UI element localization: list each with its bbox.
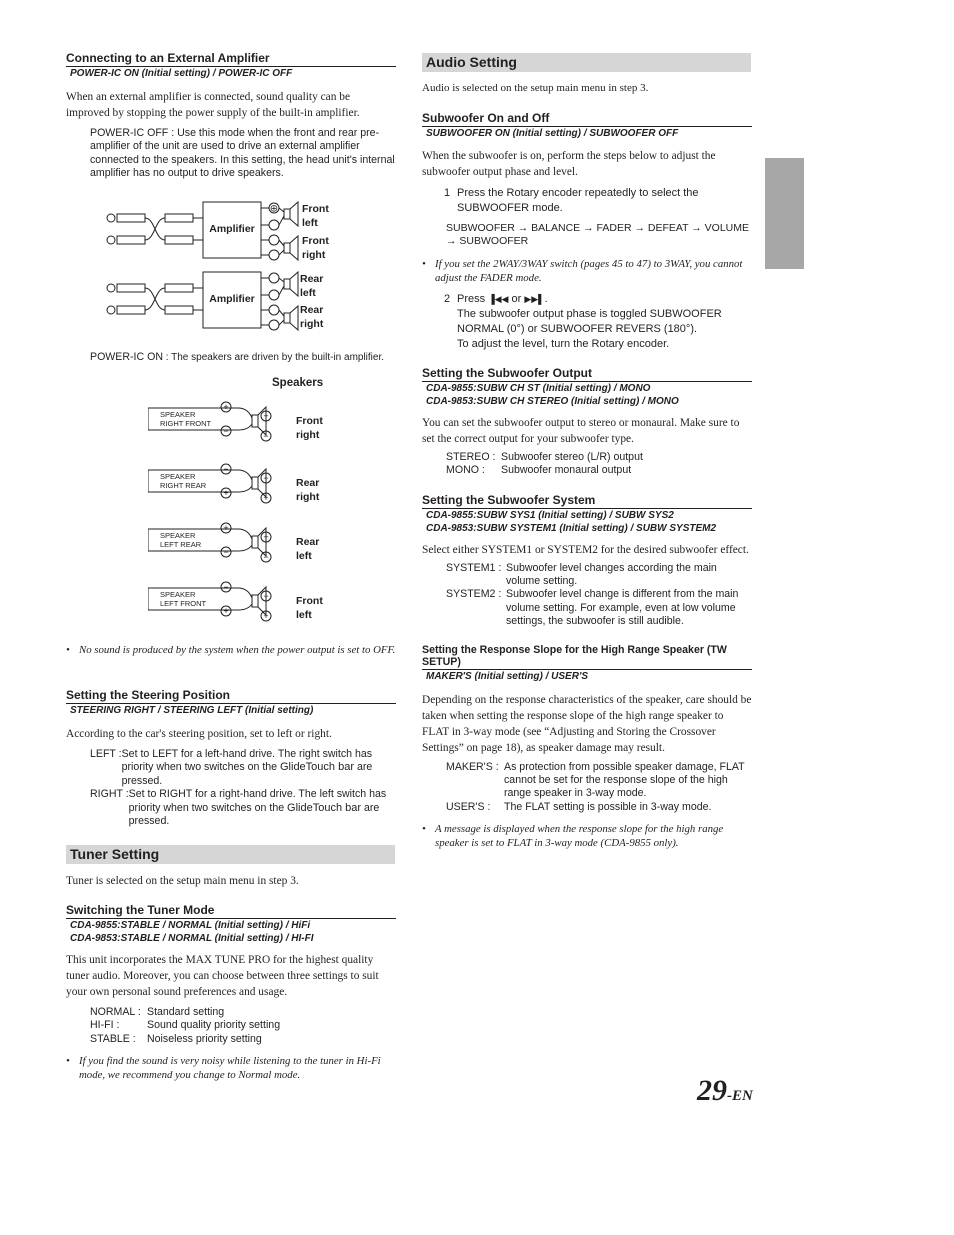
- power-ic-on-text: : The speakers are driven by the built-in amplifier.: [165, 352, 385, 363]
- svg-text:+: +: [223, 606, 229, 616]
- step-1-number: 1: [444, 187, 451, 199]
- svg-text:+: +: [223, 488, 229, 498]
- bullet-dot: •: [66, 1055, 70, 1068]
- speakers-wiring-diagram: [148, 400, 348, 630]
- steering-left-term: LEFT :: [90, 748, 122, 760]
- svg-text:+: +: [223, 523, 229, 533]
- note-text: If you set the 2WAY/3WAY switch (pages 45 to 47) to 3WAY, you cannot adjust the FADER mode.: [435, 257, 743, 284]
- svg-text:+: +: [223, 402, 229, 412]
- step-2: [422, 292, 752, 352]
- subwoofer-system-list: [422, 562, 752, 629]
- amplifier-label-1: Amplifier: [209, 223, 255, 235]
- heading-tw-setup: Setting the Response Slope for the High Range Speaker (TW SETUP): [422, 644, 752, 670]
- speaker-label-line-2: left: [296, 609, 312, 621]
- power-ic-on-desc: [90, 351, 400, 364]
- heading-steering-position: Setting the Steering Position: [66, 688, 396, 704]
- speaker-tag-line-1: SPEAKER: [160, 590, 196, 599]
- section-bar-tuner-setting: Tuner Setting: [66, 845, 395, 864]
- heading-subwoofer-output: Setting the Subwoofer Output: [422, 366, 752, 382]
- speaker-tag: [160, 472, 206, 490]
- definition-term: USER'S :: [446, 800, 491, 813]
- options-tuner-2: CDA-9853:STABLE / NORMAL (Initial setting) / HI-FI: [70, 933, 314, 944]
- note-2way-3way: [422, 257, 752, 285]
- section-bar-audio-setting: Audio Setting: [422, 53, 751, 72]
- page-number-value: 29: [697, 1074, 727, 1107]
- speaker-label-line-2: right: [296, 491, 320, 503]
- definition-row: [446, 588, 752, 628]
- bullet-dot: •: [422, 257, 426, 270]
- amplifier-wiring-diagram: [100, 195, 340, 335]
- power-ic-off-desc: [66, 127, 396, 181]
- definition-term: SYSTEM1 :: [446, 561, 502, 574]
- speaker-tag-line-2: LEFT REAR: [160, 540, 202, 549]
- label-front-left: Front left: [302, 203, 329, 229]
- definition-row: [446, 451, 752, 464]
- options-steering: STEERING RIGHT / STEERING LEFT (Initial setting): [70, 705, 314, 716]
- section-audio: [422, 80, 752, 850]
- definition-desc: Standard setting: [147, 1006, 225, 1018]
- tw-setup-list: [422, 761, 752, 815]
- svg-text:+: +: [263, 493, 269, 503]
- subwoofer-output-list: [422, 451, 752, 478]
- heading-subwoofer-onoff: Subwoofer On and Off: [422, 111, 752, 127]
- definition-desc: The FLAT setting is possible in 3-way mode.: [504, 800, 712, 813]
- page-number-suffix: -EN: [727, 1088, 753, 1104]
- speaker-label-line-1: Rear: [296, 536, 320, 548]
- svg-text:−: −: [223, 582, 229, 592]
- definition-row: [446, 464, 752, 477]
- heading-tuner-mode: Switching the Tuner Mode: [66, 903, 396, 919]
- power-ic-on-term: POWER-IC ON: [90, 351, 163, 363]
- speaker-row: [148, 400, 348, 450]
- amplifier-label-2: Amplifier: [209, 293, 255, 305]
- svg-text:−: −: [263, 552, 269, 562]
- definition-desc: Sound quality priority setting: [147, 1019, 281, 1032]
- options-subwoofer-output-2: CDA-9853:SUBW CH STEREO (Initial setting) / MONO: [426, 395, 679, 407]
- speaker-label: [296, 476, 319, 504]
- svg-text:−: −: [223, 426, 229, 436]
- definition-term: STABLE :: [90, 1032, 136, 1045]
- speaker-tag-line-1: SPEAKER: [160, 531, 196, 540]
- note-text: If you find the sound is very noisy while listening to the tuner in Hi-Fi mode, we recommend you change to Normal mode.: [79, 1055, 381, 1082]
- svg-text:−: −: [263, 473, 269, 483]
- definition-desc: Subwoofer level change is different from the main volume setting. For example, even at low volume settings, the subwoofer is still audible.: [506, 588, 739, 628]
- definition-term: HI-FI :: [90, 1019, 120, 1032]
- subwoofer-sequence: SUBWOOFER → BALANCE → FADER → DEFEAT → VOLUME → SUBWOOFER: [446, 222, 749, 248]
- intro-external-amplifier: When an external amplifier is connected, sound quality can be improved by stopping the power supply of the built-in amplifier.: [66, 91, 360, 119]
- note-text: A message is displayed when the response slope for the high range speaker is set to FLAT in 3-way mode (CDA-9855 only).: [435, 823, 724, 850]
- tuner-mode-list: [66, 1006, 396, 1046]
- step-2-text: Press ▐◀◀ or ▶▶▌. The subwoofer output phase is toggled SUBWOOFER NORMAL (0°) or SUBWOOFER REVERS (180°). To adjust the level, turn the Rotary encoder.: [457, 292, 722, 350]
- options-power-ic: POWER-IC ON (Initial setting) / POWER-IC OFF: [70, 68, 293, 79]
- options-subwoofer-system-1: CDA-9855:SUBW SYS1 (Initial setting) / SUBW SYS2: [426, 509, 674, 521]
- speaker-label-line-2: right: [296, 429, 320, 441]
- step-1-text: Press the Rotary encoder repeatedly to select the SUBWOOFER mode.: [457, 187, 699, 214]
- side-tab: [765, 158, 804, 269]
- options-subwoofer-output-1: CDA-9855:SUBW CH ST (Initial setting) / MONO: [426, 382, 651, 394]
- options-tuner-1: CDA-9855:STABLE / NORMAL (Initial setting) / HiFi: [70, 920, 311, 931]
- options-tw-setup: MAKER'S (Initial setting) / USER'S: [426, 670, 588, 682]
- speaker-tag: [160, 531, 201, 549]
- speaker-label-line-1: Front: [296, 595, 323, 607]
- speaker-tag: [160, 410, 211, 428]
- steering-left-desc: Set to LEFT for a left-hand drive. The right switch has priority when two switches on the GlideTouch bar are pressed.: [121, 748, 373, 787]
- label-front-right: Front right: [302, 235, 329, 261]
- options-subwoofer-system-2: CDA-9853:SUBW SYSTEM1 (Initial setting) / SUBW SYSTEM2: [426, 522, 717, 534]
- svg-text:−: −: [223, 547, 229, 557]
- svg-text:−: −: [263, 431, 269, 441]
- definition-desc: Noiseless priority setting: [147, 1032, 262, 1045]
- steering-right-term: RIGHT :: [90, 788, 129, 801]
- speaker-tag-line-2: LEFT FRONT: [160, 599, 207, 608]
- plus-symbol: ⊕: [269, 203, 279, 215]
- heading-subwoofer-system: Setting the Subwoofer System: [422, 493, 752, 509]
- step-2-number: 2: [444, 292, 451, 305]
- note-tw-setup: [422, 822, 752, 850]
- section-external-amplifier: [66, 51, 396, 181]
- speaker-label: [296, 535, 319, 563]
- speaker-tag-line-2: RIGHT REAR: [160, 481, 207, 490]
- speaker-label: [296, 594, 323, 622]
- body-subwoofer: When the subwoofer is on, perform the steps below to adjust the subwoofer output phase and level.: [422, 150, 716, 178]
- definition-term: NORMAL :: [90, 1006, 141, 1018]
- definition-row: [90, 1019, 396, 1032]
- definition-term: STEREO :: [446, 450, 496, 463]
- definition-desc: As protection from possible speaker damage, FLAT cannot be set for the response slope of the high range speaker in 3-way mode.: [504, 760, 745, 800]
- section-steering-position: [66, 688, 396, 828]
- definition-row: [446, 801, 752, 814]
- speaker-row: [148, 580, 348, 630]
- speaker-label: [296, 414, 323, 442]
- speaker-tag-line-1: SPEAKER: [160, 472, 196, 481]
- intro-steering: According to the car's steering position, set to left or right.: [66, 728, 332, 740]
- options-subwoofer: SUBWOOFER ON (Initial setting) / SUBWOOFER OFF: [426, 128, 679, 139]
- svg-text:−: −: [223, 464, 229, 474]
- speaker-label-line-1: Rear: [296, 477, 320, 489]
- next-track-icon: ▶▶▌: [524, 293, 545, 304]
- definition-row: [90, 1006, 396, 1019]
- speaker-tag-line-1: SPEAKER: [160, 410, 196, 419]
- definition-term: SYSTEM2 :: [446, 588, 502, 601]
- bullet-dot: •: [422, 823, 426, 836]
- body-subwoofer-output: You can set the subwoofer output to stereo or monaural. Make sure to set the correct output for your subwoofer type.: [422, 416, 740, 445]
- previous-track-icon: ▐◀◀: [488, 293, 509, 304]
- bullet-dot: •: [66, 644, 70, 656]
- intro-audio: Audio is selected on the setup main menu in step 3.: [422, 82, 649, 94]
- note-tuner: [66, 1054, 396, 1082]
- note-power-output: [66, 643, 396, 657]
- svg-text:+: +: [263, 532, 269, 542]
- section-tuner: [66, 873, 396, 1082]
- label-rear-right: Rear right: [300, 304, 324, 330]
- intro-tuner: Tuner is selected on the setup main menu in step 3.: [66, 875, 299, 887]
- label-rear-left: Rear left: [300, 273, 324, 299]
- speaker-row: [148, 521, 348, 571]
- svg-text:+: +: [263, 411, 269, 421]
- definition-term: MAKER'S :: [446, 760, 499, 773]
- heading-external-amplifier: Connecting to an External Amplifier: [66, 51, 396, 67]
- body-tw-setup: Depending on the response characteristics of the speaker, care should be taken when setting the response slope of the high range speaker to FLAT in 3-way mode (see “Adjusting and Storing the Crossover Settings” on page 18), as speaker damage may result.: [422, 693, 752, 754]
- step-1: [422, 186, 752, 216]
- steering-options-list: [66, 748, 396, 828]
- body-subwoofer-system: Select either SYSTEM1 or SYSTEM2 for the desired subwoofer effect.: [422, 543, 749, 556]
- speakers-title: Speakers: [272, 377, 324, 389]
- speaker-label-line-2: left: [296, 550, 312, 562]
- steering-right-desc: Set to RIGHT for a right-hand drive. The left switch has priority when two switches on the GlideTouch bar are pressed.: [128, 788, 387, 828]
- page-number: [697, 1074, 753, 1108]
- body-tuner: This unit incorporates the MAX TUNE PRO for the highest quality tuner audio. Moreover, you can choose between three settings to suit your own personal sound preferences and usage.: [66, 954, 379, 998]
- definition-desc: Subwoofer stereo (L/R) output: [501, 450, 643, 463]
- power-ic-off-text: : Use this mode when the front and rear pre-amplifier of the unit are used to drive an external amplifier connected to the speakers. In this setting, the head unit's internal amplifier has no output to drive speakers.: [90, 127, 395, 180]
- speaker-tag-line-2: RIGHT FRONT: [160, 419, 212, 428]
- speaker-row: [148, 462, 348, 512]
- definition-desc: Subwoofer monaural output: [501, 464, 632, 477]
- definition-row: [446, 761, 752, 801]
- svg-text:+: +: [263, 611, 269, 621]
- speaker-tag: [160, 590, 206, 608]
- svg-text:−: −: [263, 591, 269, 601]
- definition-row: [90, 1033, 396, 1046]
- definition-desc: Subwoofer level changes according the main volume setting.: [506, 561, 717, 588]
- power-ic-off-term: POWER-IC OFF: [90, 127, 169, 139]
- definition-term: MONO :: [446, 464, 485, 477]
- speaker-label-line-1: Front: [296, 415, 323, 427]
- definition-row: [446, 562, 752, 589]
- note-text: No sound is produced by the system when the power output is set to OFF.: [79, 644, 396, 656]
